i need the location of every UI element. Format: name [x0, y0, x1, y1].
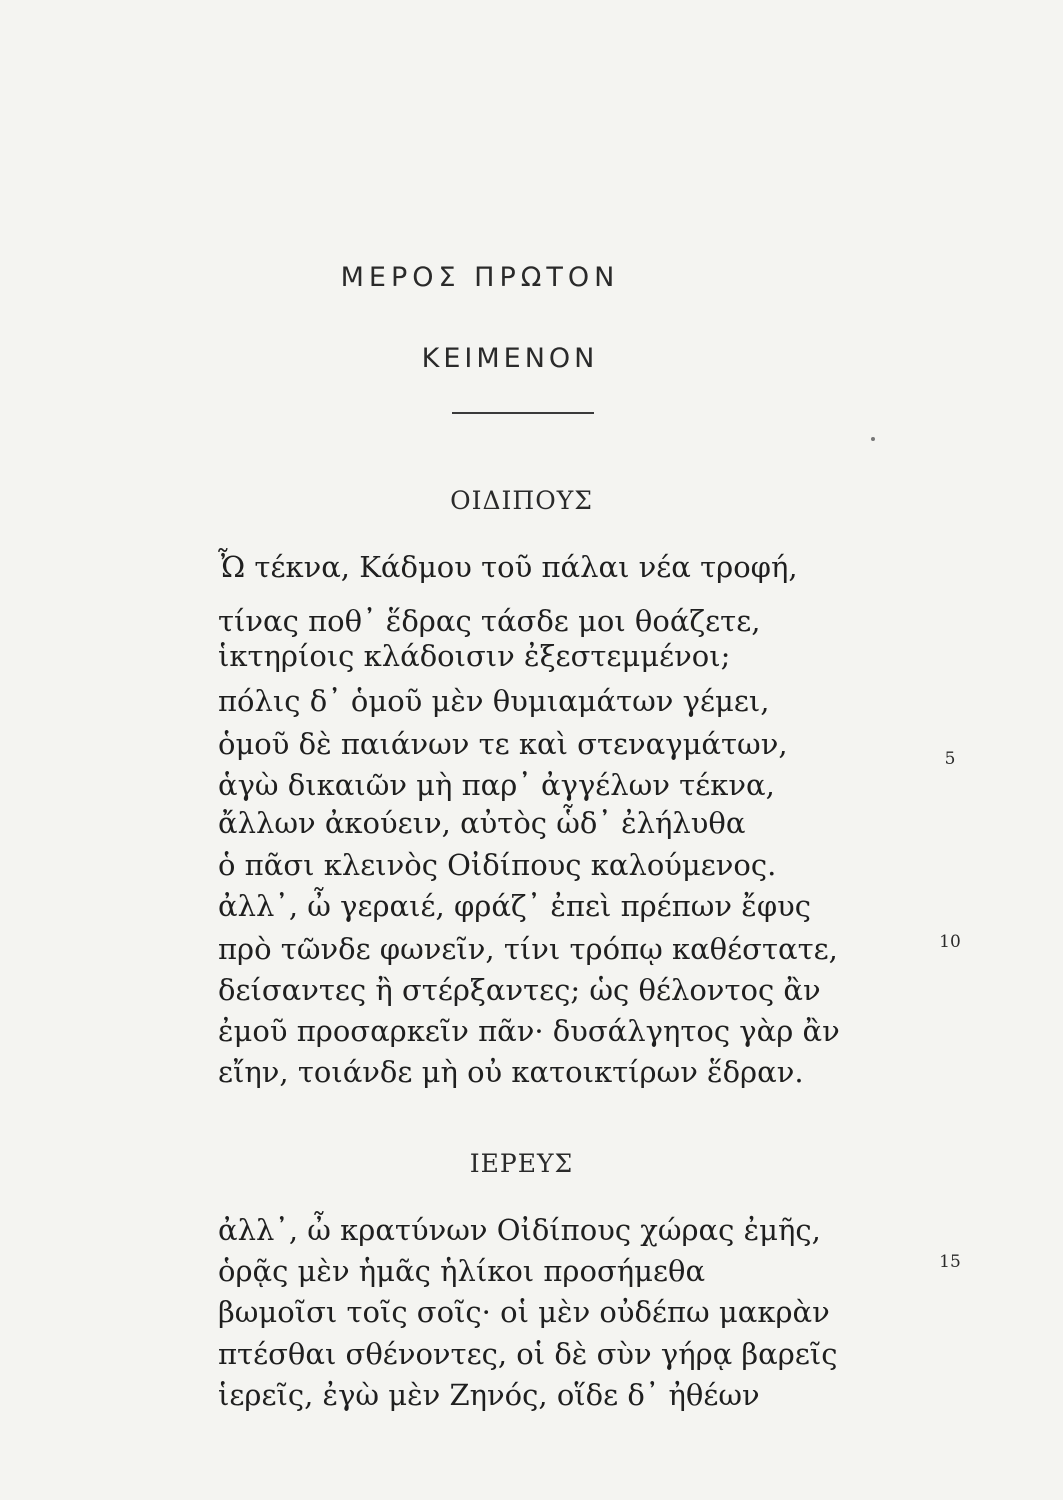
verse-line: Ὦ τέκνα, Κάδμου τοῦ πάλαι νέα τροφή, — [218, 550, 798, 584]
verse-line: ὁμοῦ δὲ παιάνων τε καὶ στεναγμάτων, — [218, 727, 788, 761]
verse-line: ὁρᾷς μὲν ἡμᾶς ἡλίκοι προσήμεθα — [218, 1254, 706, 1288]
heading-rule — [452, 412, 594, 414]
verse-line: ἁγὼ δικαιῶν μὴ παρ᾽ ἀγγέλων τέκνα, — [218, 768, 775, 802]
line-number: 5 — [944, 749, 956, 769]
text-heading: ΚΕΙΜΕΝΟΝ — [421, 343, 599, 374]
verse-line: πόλις δ᾽ ὁμοῦ μὲν θυμιαμάτων γέμει, — [218, 684, 770, 718]
ink-speck — [871, 437, 875, 441]
speaker-name: ΙΕΡΕΥΣ — [469, 1149, 574, 1178]
verse-line: τίνας ποθ᾽ ἕδρας τάσδε μοι θοάζετε, — [218, 604, 761, 638]
verse-line: δείσαντες ἢ στέρξαντες; ὡς θέλοντος ἂν — [218, 973, 821, 1007]
verse-line: ἱκτηρίοις κλάδοισιν ἐξεστεμμένοι; — [218, 639, 731, 673]
line-number: 10 — [939, 932, 961, 952]
verse-line: ἐμοῦ προσαρκεῖν πᾶν· δυσάλγητος γὰρ ἂν — [218, 1014, 840, 1048]
verse-line: βωμοῖσι τοῖς σοῖς· οἱ μὲν οὐδέπω μακρὰν — [218, 1295, 830, 1329]
part-heading: ΜΕΡΟΣ ΠΡΩΤΟΝ — [340, 262, 620, 293]
verse-line: ὁ πᾶσι κλεινὸς Οἰδίπους καλούμενος. — [218, 848, 777, 882]
verse-line: ἄλλων ἀκούειν, αὐτὸς ὧδ᾽ ἐλήλυθα — [218, 806, 746, 840]
line-number: 15 — [939, 1252, 961, 1272]
verse-line: εἴην, τοιάνδε μὴ οὐ κατοικτίρων ἕδραν. — [218, 1055, 804, 1089]
verse-line: πρὸ τῶνδε φωνεῖν, τίνι τρόπῳ καθέστατε, — [218, 932, 838, 966]
speaker-name: ΟΙΔΙΠΟΥΣ — [450, 486, 593, 515]
verse-line: ἀλλ᾽, ὦ γεραιέ, φράζ᾽ ἐπεὶ πρέπων ἔφυς — [218, 889, 811, 923]
verse-line: ἀλλ᾽, ὦ κρατύνων Οἰδίπους χώρας ἐμῆς, — [218, 1213, 821, 1247]
verse-line: ἱερεῖς, ἐγὼ μὲν Ζηνός, οἵδε δ᾽ ἠθέων — [218, 1378, 760, 1412]
verse-line: πτέσθαι σθένοντες, οἱ δὲ σὺν γήρᾳ βαρεῖς — [218, 1337, 838, 1371]
